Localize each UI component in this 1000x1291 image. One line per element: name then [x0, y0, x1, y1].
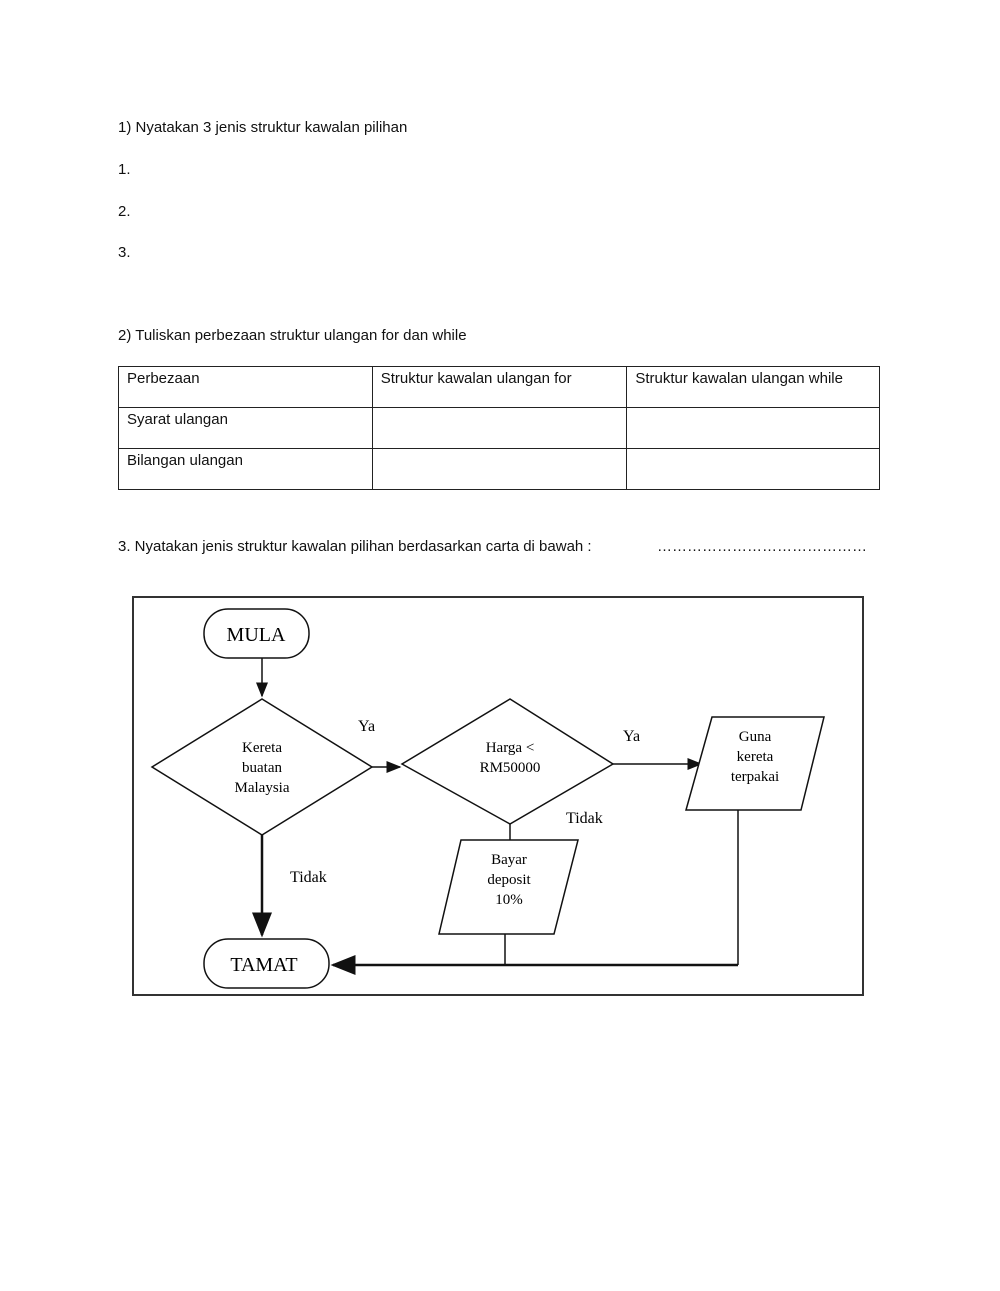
table-cell: Bilangan ulangan — [119, 449, 373, 490]
start-label: MULA — [226, 624, 286, 646]
end-label: TAMAT — [230, 954, 298, 976]
yes-label-2: Ya — [623, 728, 641, 745]
question-2: 2) Tuliskan perbezaan struktur ulangan for dan while — [118, 327, 467, 344]
flowchart-frame — [132, 596, 864, 996]
table-header-cell: Struktur kawalan ulangan for — [372, 367, 627, 408]
table-cell-answer[interactable] — [627, 408, 880, 449]
decision1-line1: Kereta — [242, 740, 282, 756]
output1-line1: Guna — [738, 729, 772, 745]
flowchart — [134, 598, 862, 994]
table-row — [119, 408, 880, 449]
yes-label-1: Ya — [358, 718, 376, 735]
output1-line3: terpakai — [730, 769, 780, 785]
table-cell-answer[interactable] — [627, 449, 880, 490]
answer-item-3: 3. — [118, 244, 131, 261]
output2-line3: 10% — [495, 892, 523, 908]
no-label-1: Tidak — [290, 869, 327, 886]
table-header-cell: Struktur kawalan ulangan while — [627, 367, 880, 408]
answer-blank[interactable]: …………………………………… — [657, 538, 867, 555]
no-label-2: Tidak — [566, 810, 603, 827]
table-row — [119, 449, 880, 490]
table-header-cell: Perbezaan — [119, 367, 373, 408]
decision2-line1: Harga < — [485, 740, 535, 756]
answer-item-2: 2. — [118, 203, 131, 220]
table-cell-answer[interactable] — [372, 408, 627, 449]
question-3: 3. Nyatakan jenis struktur kawalan pilihan berdasarkan carta di bawah : — [118, 538, 592, 555]
answer-item-1: 1. — [118, 161, 131, 178]
comparison-table — [118, 366, 880, 490]
output2-line2: deposit — [487, 872, 531, 888]
table-header-row — [119, 367, 880, 408]
decision2-line2: RM50000 — [479, 760, 541, 776]
output1-line2: kereta — [736, 749, 774, 765]
output2-line1: Bayar — [491, 852, 527, 868]
question-1: 1) Nyatakan 3 jenis struktur kawalan pilihan — [118, 119, 408, 136]
decision1-line2: buatan — [242, 760, 282, 776]
table-cell: Syarat ulangan — [119, 408, 373, 449]
decision1-line3: Malaysia — [234, 780, 290, 796]
table-cell-answer[interactable] — [372, 449, 627, 490]
